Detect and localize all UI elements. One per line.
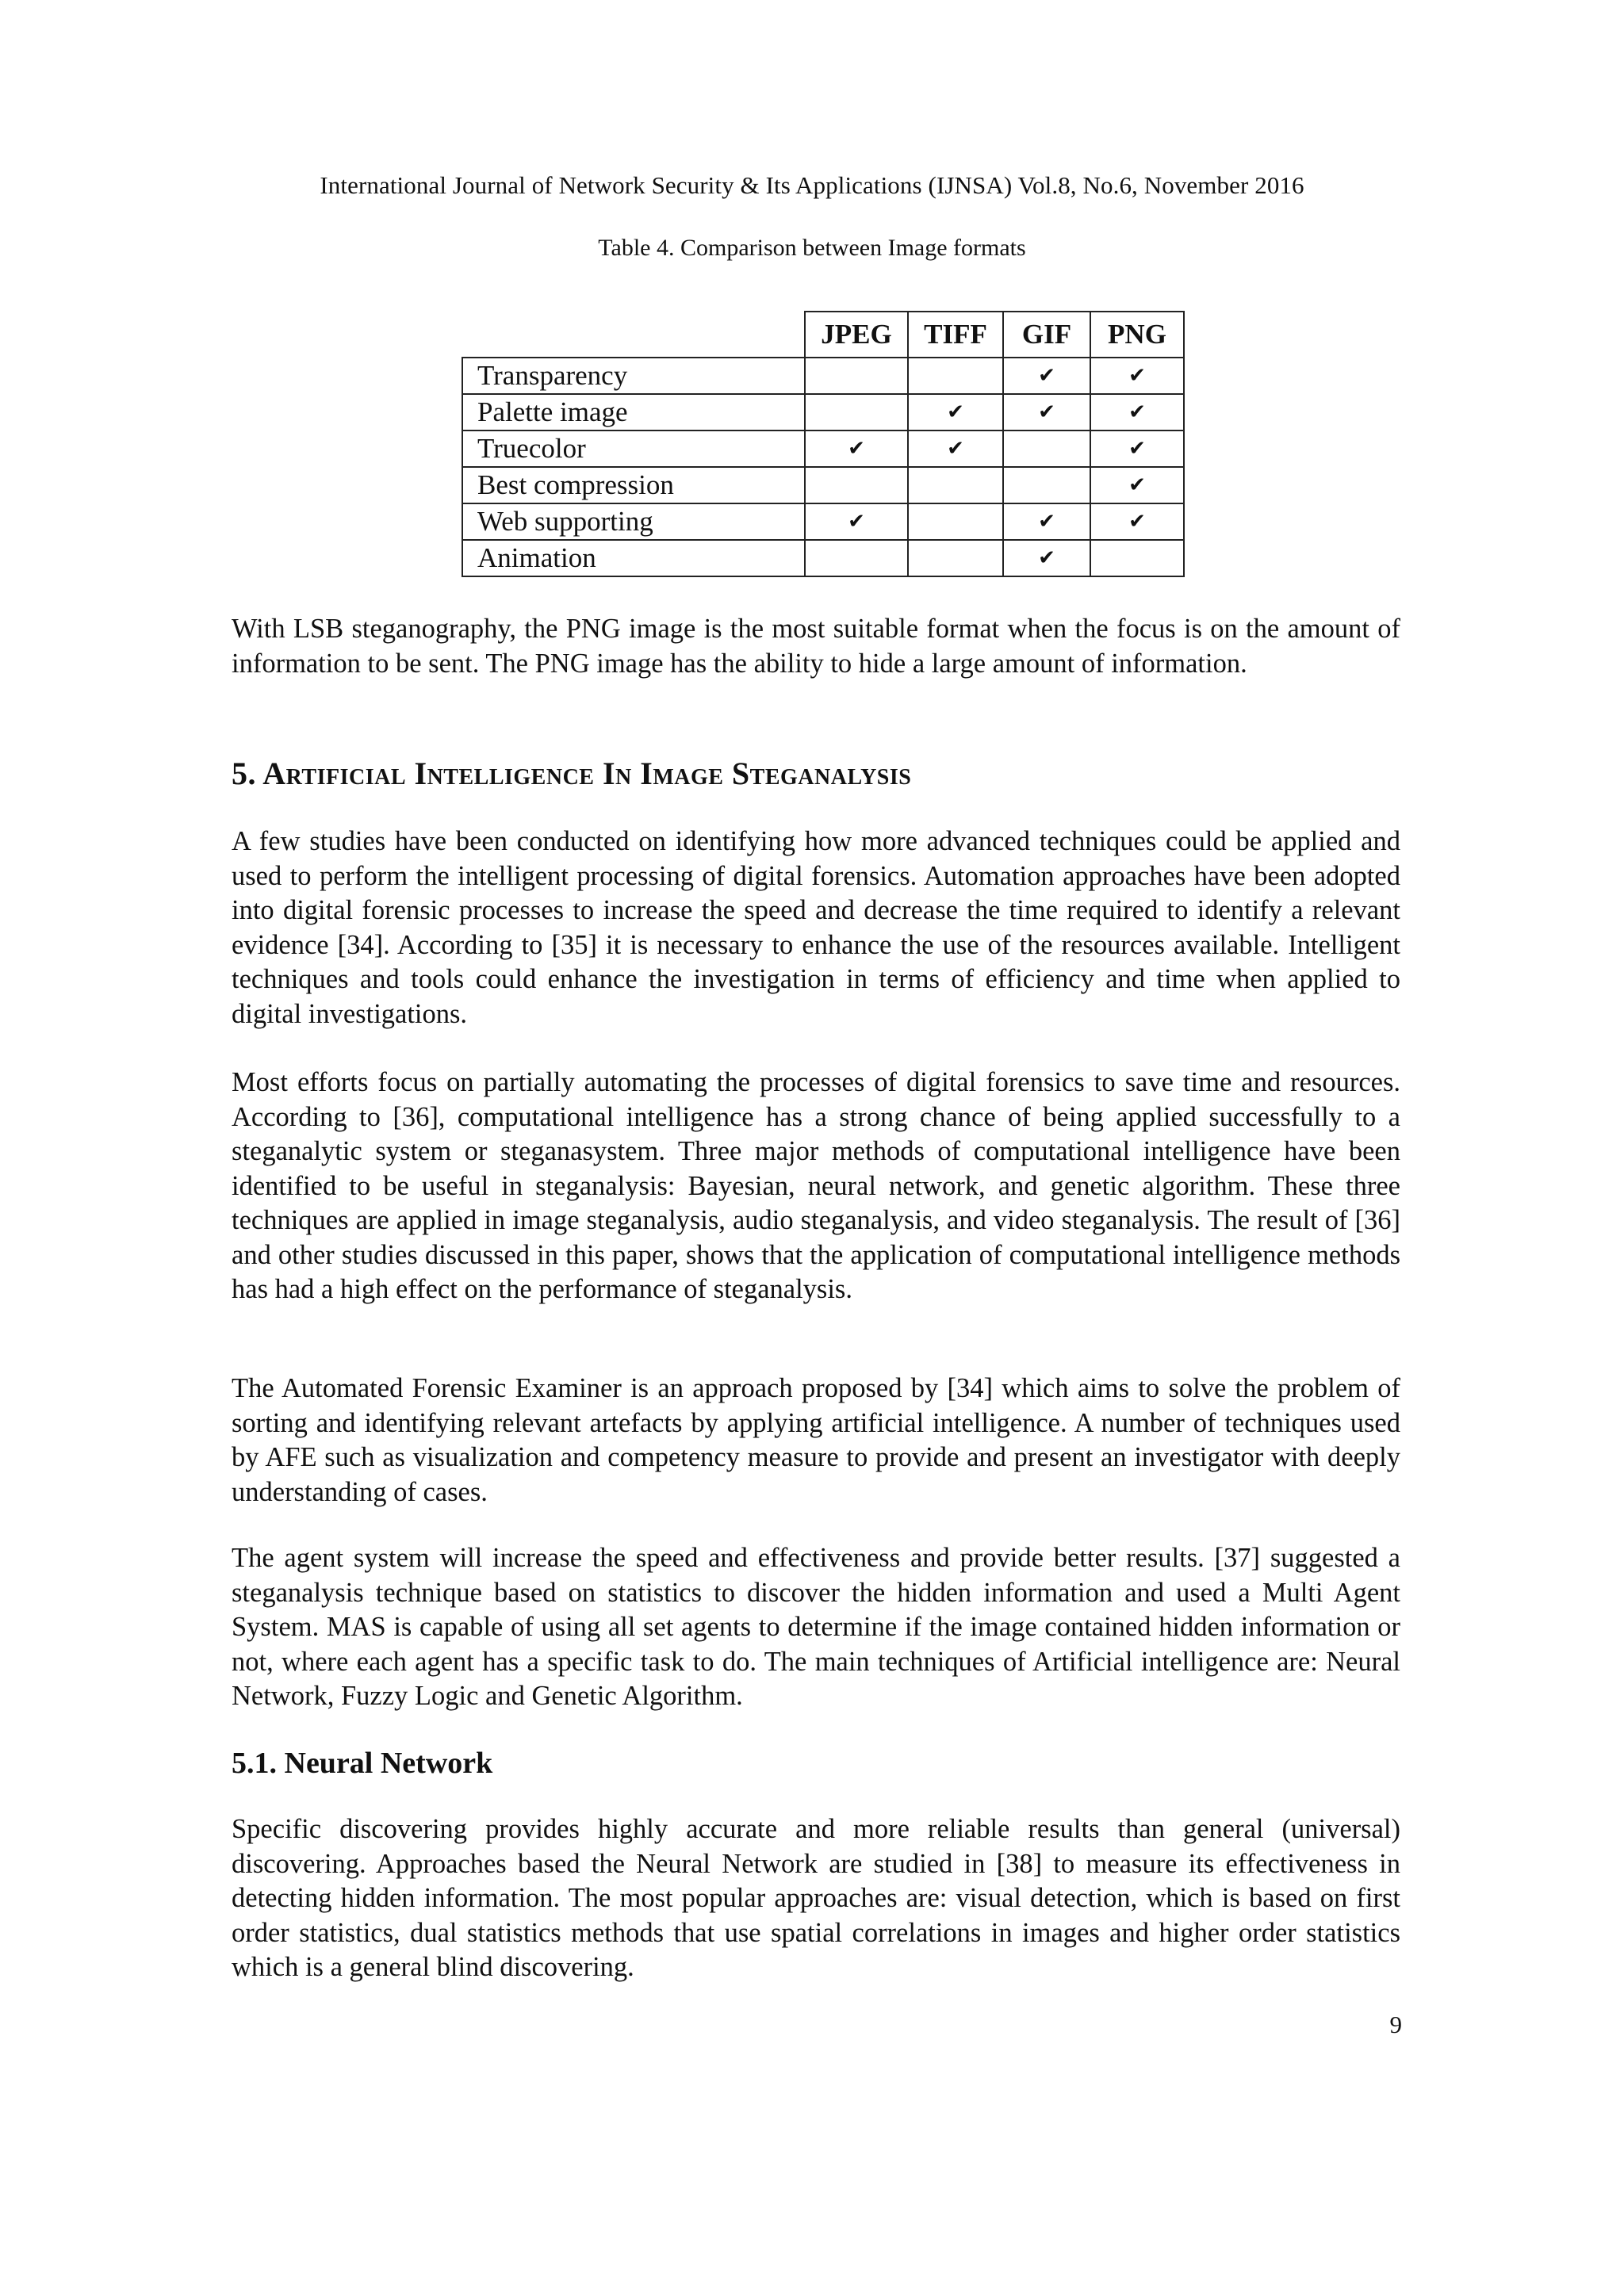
check-icon: ✔ (1090, 394, 1184, 430)
paragraph-computational-intelligence: Most efforts focus on partially automating the processes of digital forensics to save time and resources. According to [36], computational intelligence has a strong chance of being applied successfully to a steganalytic system or steganasystem. Three major methods of computational intelligence have been identified to be useful in steganalysis: Bayesian, neural network, and genetic algorithm. These three techniques are applied in image steganalysis, audio steganalysis, and video steganalysis. The result of [36] and other studies discussed in this paper, shows that the application of computational intelligence methods has had a high effect on the performance of steganalysis. (232, 1067, 1400, 1304)
check-icon (908, 467, 1003, 503)
column-header-gif: GIF (1003, 312, 1090, 358)
check-icon: ✔ (1090, 430, 1184, 467)
check-icon (805, 358, 908, 394)
check-icon: ✔ (1090, 467, 1184, 503)
table-row (462, 430, 1184, 467)
table-corner-cell (462, 312, 805, 358)
check-icon: ✔ (1090, 503, 1184, 540)
table-row (462, 467, 1184, 503)
check-icon: ✔ (1003, 503, 1090, 540)
row-label: Animation (462, 540, 805, 576)
check-icon: ✔ (1003, 358, 1090, 394)
table-header-row (462, 312, 1184, 358)
check-icon: ✔ (805, 430, 908, 467)
column-header-jpeg: JPEG (805, 312, 908, 358)
row-label: Truecolor (462, 430, 805, 467)
check-icon (805, 540, 908, 576)
check-icon: ✔ (1090, 358, 1184, 394)
table-row (462, 503, 1184, 540)
paragraph-png-suitability: With LSB steganography, the PNG image is the most suitable format when the focus is on the amount of information to be sent. The PNG image has the ability to hide a large amount of information. (232, 614, 1400, 679)
check-icon (908, 503, 1003, 540)
check-icon (908, 540, 1003, 576)
paragraph-neural-network: Specific discovering provides highly accurate and more reliable results than general (universal) discovering. Approaches based the Neural Network are studied in [38] to measure its effectiveness in detecting hidden information. The most popular approaches are: visual detection, which is based on first order statistics, dual statistics methods that use spatial correlations in images and higher order statistics which is a general blind discovering. (232, 1814, 1400, 1982)
check-icon (1003, 430, 1090, 467)
table-row (462, 540, 1184, 576)
paragraph-automated-forensic-examiner: The Automated Forensic Examiner is an approach proposed by [34] which aims to solve the problem of sorting and identifying relevant artefacts by applying artificial intelligence. A number of techniques used by AFE such as visualization and competency measure to provide and present an investigator with deeply understanding of cases. (232, 1373, 1400, 1507)
paragraph-agent-system: The agent system will increase the speed and effectiveness and provide better results. [37] suggested a steganalysis technique based on statistics to discover the hidden information and used a Multi Agent System. MAS is capable of using all set agents to determine if the image contained hidden information or not, where each agent has a specific task to do. The main techniques of Artificial intelligence are: Neural Network, Fuzzy Logic and Genetic Algorithm. (232, 1543, 1400, 1711)
column-header-tiff: TIFF (908, 312, 1003, 358)
subsection-heading: 5.1. Neural Network (232, 1747, 493, 1780)
row-label: Best compression (462, 467, 805, 503)
row-label: Transparency (462, 358, 805, 394)
section-heading: 5. Artificial Intelligence In Image Steganalysis (232, 756, 912, 791)
running-header: International Journal of Network Security & Its Applications (IJNSA) Vol.8, No.6, November 2016 (320, 171, 1304, 199)
check-icon: ✔ (908, 394, 1003, 430)
check-icon (805, 467, 908, 503)
row-label: Web supporting (462, 503, 805, 540)
check-icon (1090, 540, 1184, 576)
row-label: Palette image (462, 394, 805, 430)
check-icon: ✔ (805, 503, 908, 540)
check-icon: ✔ (1003, 540, 1090, 576)
check-icon (908, 358, 1003, 394)
image-formats-table (462, 311, 1185, 577)
page-number: 9 (1389, 2011, 1402, 2038)
table-row (462, 358, 1184, 394)
paragraph-ai-forensics: A few studies have been conducted on identifying how more advanced techniques could be applied and used to perform the intelligent processing of digital forensics. Automation approaches have been adopted into digital forensic processes to increase the speed and decrease the time required to identify a relevant evidence [34]. According to [35] it is necessary to enhance the use of the resources available. Intelligent techniques and tools could enhance the investigation in terms of efficiency and time when applied to digital investigations. (232, 826, 1400, 1029)
check-icon: ✔ (908, 430, 1003, 467)
check-icon (805, 394, 908, 430)
table-caption: Table 4. Comparison between Image formats (598, 235, 1026, 261)
table-row (462, 394, 1184, 430)
check-icon: ✔ (1003, 394, 1090, 430)
check-icon (1003, 467, 1090, 503)
column-header-png: PNG (1090, 312, 1184, 358)
